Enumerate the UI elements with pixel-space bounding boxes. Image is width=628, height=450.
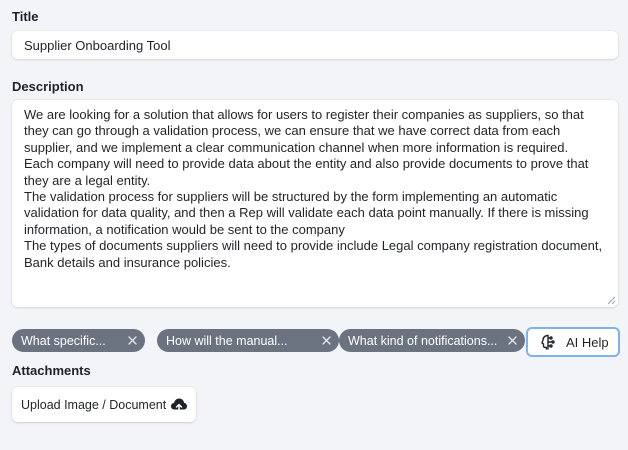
description-paragraph: Each company will need to provide data about the entity and also provide documents to prove that they are a legal entity. (24, 156, 589, 188)
description-label: Description (12, 79, 84, 94)
title-input[interactable] (12, 31, 618, 59)
upload-label: Upload Image / Document (21, 397, 167, 412)
cloud-upload-icon (170, 397, 188, 413)
suggestion-chips (12, 327, 618, 353)
close-icon[interactable] (125, 334, 139, 348)
chip-label: What kind of notifications... (348, 333, 498, 348)
ai-brain-icon (540, 333, 558, 351)
title-label: Title (12, 9, 39, 24)
description-paragraph: The types of documents suppliers will need to provide include Legal company registration document, Bank details and insurance policies. (24, 238, 603, 270)
ai-help-button[interactable] (526, 327, 620, 357)
ai-help-label: AI Help (566, 334, 609, 350)
close-icon[interactable] (505, 334, 519, 348)
suggestion-chip[interactable] (339, 329, 525, 352)
description-paragraph: We are looking for a solution that allows for users to register their companies as suppliers, so that they can go through a validation process, we can ensure that we have correct data from each supplier, and we implement a clear communication channel when more information is required. (24, 107, 584, 155)
suggestion-chip[interactable] (157, 329, 339, 352)
chip-label: How will the manual... (166, 333, 288, 348)
description-paragraph: The validation process for suppliers will be structured by the form implementing an automatic validation for data quality, and then a Rep will validate each data point manually. If there is missing information, a notification would be sent to the company (24, 189, 589, 237)
suggestion-chip[interactable] (12, 329, 145, 352)
upload-button[interactable] (12, 387, 196, 422)
resize-grip-icon[interactable] (606, 295, 616, 305)
chip-label: What specific... (21, 333, 106, 348)
description-textarea[interactable] (12, 100, 618, 307)
close-icon[interactable] (319, 334, 333, 348)
attachments-label: Attachments (12, 363, 91, 378)
